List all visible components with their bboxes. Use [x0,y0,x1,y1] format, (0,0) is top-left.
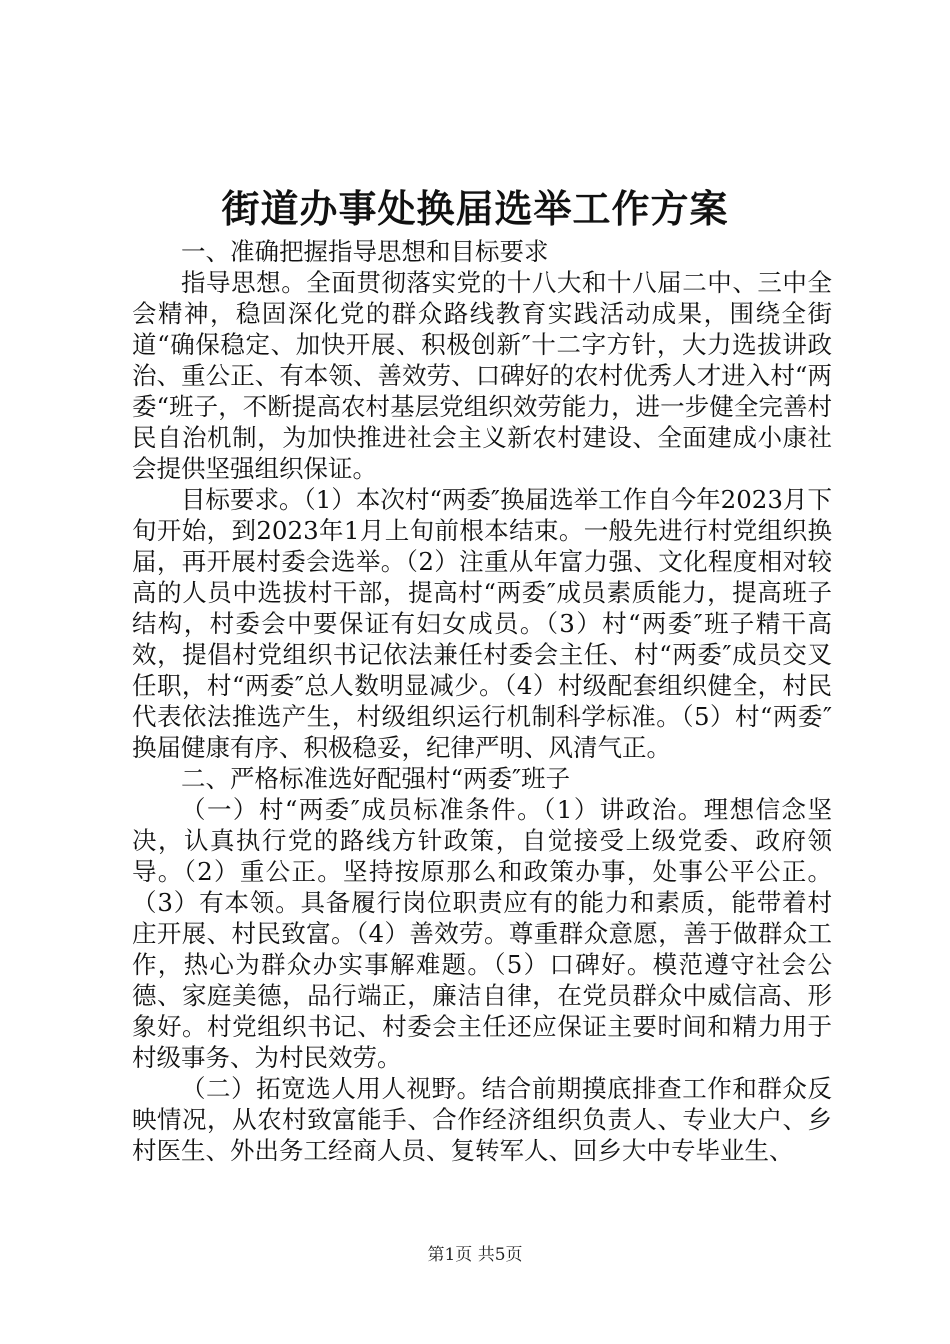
page-number-footer: 第1页 共5页 [427,1245,523,1265]
section-heading-2: 二、严格标准选好配强村“两委″班子 [181,764,571,793]
document-title: 街道办事处换届选举工作方案 [221,186,729,231]
section-heading-1: 一、准确把握指导思想和目标要求 [181,237,549,266]
paragraph-broaden-selection: （二）拓宽选人用人视野。结合前期摸底排查工作和群众反映情况，从农村致富能手、合作经济组织负责人、专业大户、乡村医生、外出务工经商人员、复转军人、回乡大中专毕业生、 [132,1074,832,1165]
paragraph-guiding-thought: 指导思想。全面贯彻落实党的十八大和十八届二中、三中全会精神，稳固深化党的群众路线教育实践活动成果，围绕全街道“确保稳定、加快开展、积极创新″十二字方针，大力选拔讲政治、重公正、有本领、善效劳、口碑好的农村优秀人才进入村“两委“班子，不断提高农村基层党组织效劳能力，进一步健全完善村民自治机制，为加快推进社会主义新农村建设、全面建成小康社会提供坚强组织保证。 [132,268,832,483]
paragraph-member-standards: （一）村“两委″成员标准条件。（1）讲政治。理想信念坚决，认真执行党的路线方针政策，自觉接受上级党委、政府领导。（2）重公正。坚持按原那么和政策办事，处事公平公正。（3）有本领。具备履行岗位职责应有的能力和素质，能带着村庄开展、村民致富。（4）善效劳。尊重群众意愿，善于做群众工作，热心为群众办实事解难题。（5）口碑好。模范遵守社会公德、家庭美德，品行端正，廉洁自律，在党员群众中威信高、形象好。村党组织书记、村委会主任还应保证主要时间和精力用于村级事务、为村民效劳。 [132,795,832,1072]
document-body [132,236,832,1166]
paragraph-target-requirements: 目标要求。（1）本次村“两委″换届选举工作自今年2023月下旬开始，到2023年1月上旬前根本结束。一般先进行村党组织换届，再开展村委会选举。（2）注重从年富力强、文化程度相对较高的人员中选拔村干部，提高村“两委″成员素质能力，提高班子结构，村委会中要保证有妇女成员。（3）村“两委″班子精干高效，提倡村党组织书记依法兼任村委会主任、村“两委″成员交叉任职，村“两委″总人数明显减少。（4）村级配套组织健全，村民代表依法推选产生，村级组织运行机制科学标准。（5）村“两委″换届健康有序、积极稳妥，纪律严明、风清气正。 [132,485,832,762]
